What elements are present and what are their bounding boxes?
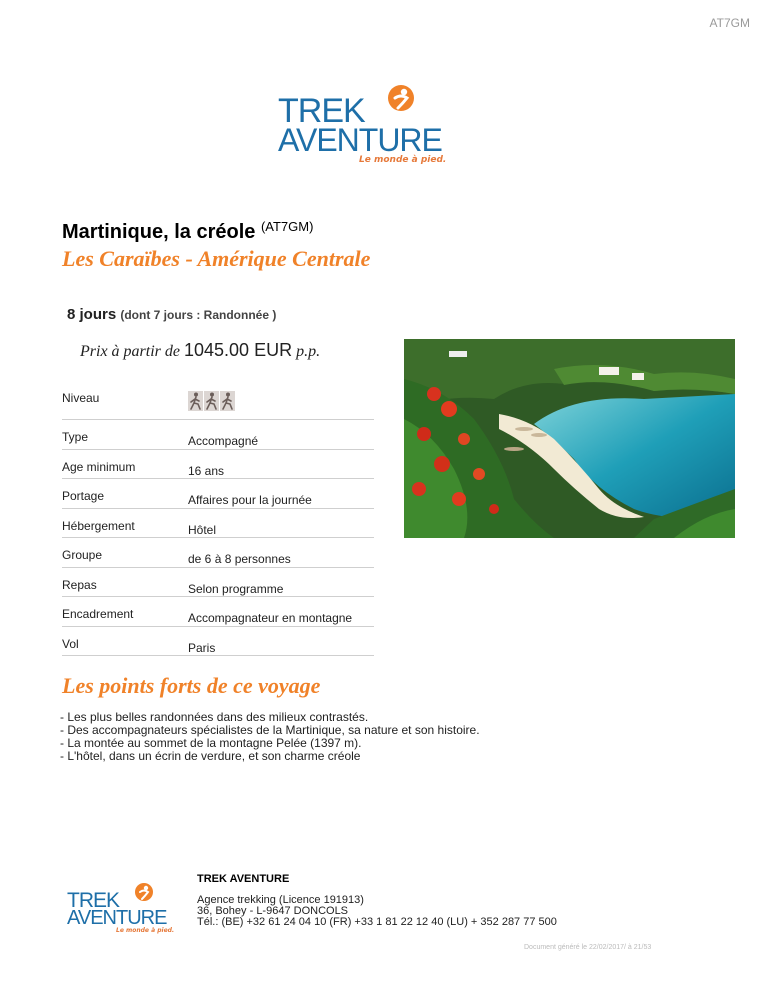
info-label: Hébergement	[62, 518, 135, 533]
info-label: Age minimum	[62, 459, 136, 474]
info-value: Paris	[188, 640, 216, 655]
logo-line1: TREK	[278, 92, 365, 130]
info-row-encadrement	[62, 597, 374, 627]
info-row-repas	[62, 568, 374, 598]
info-row-age	[62, 450, 374, 480]
info-value: Accompagné	[188, 434, 259, 448]
duration-detail: (dont 7 jours : Randonnée )	[120, 308, 277, 322]
info-label: Niveau	[62, 391, 100, 405]
logo-tagline: Le monde à pied.	[359, 155, 447, 165]
footer-logo-line1: TREK	[67, 889, 120, 912]
footer-address: 36, Bohey - L-9647 DONCOLS	[197, 905, 349, 917]
trip-duration	[67, 306, 276, 323]
info-label: Type	[62, 430, 89, 444]
highlights-title: Les points forts de ce voyage	[62, 673, 321, 698]
logo-line2: AVENTURE	[278, 122, 442, 158]
info-value: de 6 à 8 personnes	[188, 552, 291, 566]
trip-info-table	[62, 378, 374, 656]
hiker-icon	[220, 391, 235, 411]
footer-logo-tagline: Le monde à pied.	[116, 927, 175, 934]
info-label: Portage	[62, 489, 105, 503]
highlight-item: - Des accompagnateurs spécialistes de la Martinique, sa nature et son histoire.	[60, 723, 480, 737]
document-code: AT7GM	[709, 16, 750, 30]
trip-code: (AT7GM)	[260, 219, 314, 234]
price-prefix: Prix à partir de	[80, 343, 180, 360]
price-amount: 1045.00 EUR	[184, 340, 293, 360]
trip-price	[80, 340, 320, 361]
info-label: Vol	[62, 636, 79, 651]
highlight-item: - Les plus belles randonnées dans des milieux contrastés.	[60, 710, 369, 724]
footer-phone: Tél.: (BE) +32 61 24 04 10 (FR) +33 1 81 22 12 40 (LU) + 352 287 77 500	[197, 916, 557, 928]
difficulty-level	[188, 391, 235, 411]
duration-days: 8 jours	[67, 306, 117, 323]
info-row-type	[62, 420, 374, 450]
price-suffix: p.p.	[296, 343, 321, 360]
footer-contact	[197, 895, 557, 928]
highlight-item: - L'hôtel, dans un écrin de verdure, et son charme créole	[60, 749, 361, 763]
info-row-hebergement	[62, 509, 374, 539]
footer-license: Agence trekking (Licence 191913)	[197, 894, 364, 906]
info-row-groupe	[62, 538, 374, 568]
info-value: Accompagnateur en montagne	[188, 611, 353, 625]
info-value: 16 ans	[188, 463, 225, 478]
trip-region: Les Caraïbes - Amérique Centrale	[62, 246, 371, 271]
info-label: Encadrement	[62, 607, 134, 621]
info-value: Selon programme	[188, 581, 284, 596]
destination-photo	[404, 339, 735, 538]
info-row-niveau	[62, 378, 374, 420]
generated-date: Document généré le 22/02/2017/ à 21/53	[524, 944, 652, 951]
hiker-icon	[188, 391, 203, 411]
info-value: Hôtel	[188, 522, 217, 537]
info-label: Groupe	[62, 548, 103, 562]
footer-company: TREK AVENTURE	[197, 873, 290, 885]
trek-aventure-logo	[276, 84, 456, 170]
footer-logo-line2: AVENTURE	[67, 907, 167, 929]
trip-title-text: Martinique, la créole	[62, 221, 256, 243]
info-row-portage	[62, 479, 374, 509]
info-label: Repas	[62, 577, 97, 592]
info-row-vol	[62, 627, 374, 657]
bay-image	[404, 339, 735, 538]
highlight-item: - La montée au sommet de la montagne Pelée (1397 m).	[60, 736, 362, 750]
footer-logo	[66, 882, 176, 936]
trip-title	[62, 221, 313, 244]
hiker-icon	[204, 391, 219, 411]
info-value: Affaires pour la journée	[188, 493, 312, 507]
highlights-list	[60, 711, 480, 763]
